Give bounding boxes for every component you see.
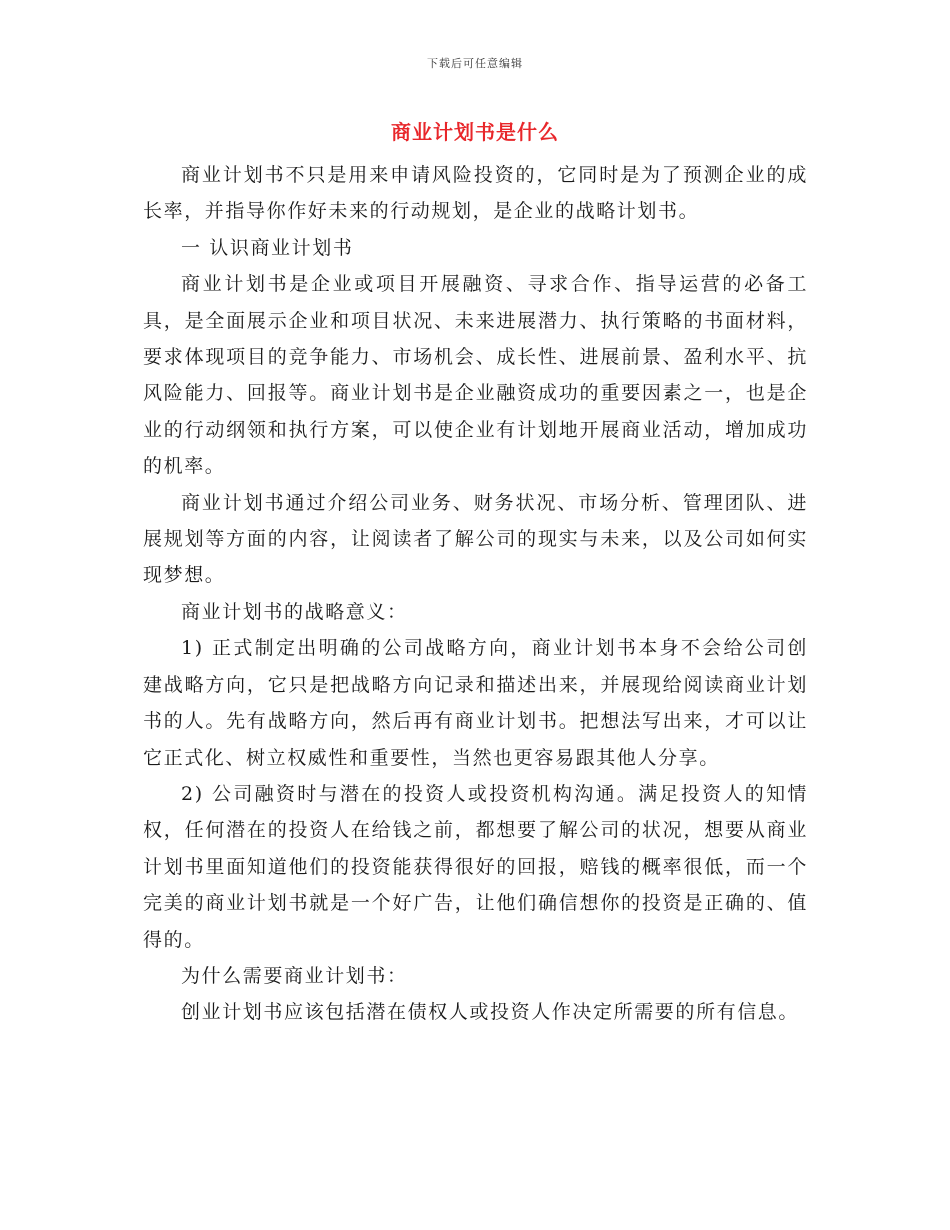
section-heading-1: 一 认识商业计划书 (181, 236, 354, 259)
header-note: 下载后可任意编辑 (427, 57, 523, 70)
paragraph-content: 商业计划书通过介绍公司业务、财务状况、市场分析、管理团队、进展规划等方面的内容，让阅读者了解公司的现实与未来，以及公司如何实现梦想。 (143, 491, 808, 587)
page-title: 商业计划书是什么 (391, 120, 559, 144)
document-body (143, 157, 808, 1031)
subheading-strategic-meaning: 商业计划书的战略意义： (181, 600, 408, 623)
list-item-1: 1) 正式制定出明确的公司战略方向，商业计划书本身不会给公司创建战略方向，它只是把战略方向记录和描述出来，并展现给阅读商业计划书的人。先有战略方向，然后再有商业计划书。把想法写出来，才可以让它正式化、树立权威性和重要性，当然也更容易跟其他人分享。 (143, 637, 808, 769)
paragraph-intro: 商业计划书不只是用来申请风险投资的，它同时是为了预测企业的成长率，并指导你作好未来的行动规划，是企业的战略计划书。 (143, 164, 808, 223)
paragraph-info: 创业计划书应该包括潜在债权人或投资人作决定所需要的所有信息。 (181, 1001, 800, 1024)
list-item-2: 2) 公司融资时与潜在的投资人或投资机构沟通。满足投资人的知情权，任何潜在的投资人在给钱之前，都想要了解公司的状况，想要从商业计划书里面知道他们的投资能获得很好的回报，赔钱的概率很低，而一个完美的商业计划书就是一个好广告，让他们确信想你的投资是正确的、值得的。 (143, 782, 808, 951)
paragraph-definition: 商业计划书是企业或项目开展融资、寻求合作、指导运营的必备工具，是全面展示企业和项目状况、未来进展潜力、执行策略的书面材料，要求体现项目的竞争能力、市场机会、成长性、进展前景、盈利水平、抗风险能力、回报等。商业计划书是企业融资成功的重要因素之一，也是企业的行动纲领和执行方案，可以使企业有计划地开展商业活动，增加成功的机率。 (143, 273, 808, 478)
subheading-why-needed: 为什么需要商业计划书： (181, 964, 408, 987)
